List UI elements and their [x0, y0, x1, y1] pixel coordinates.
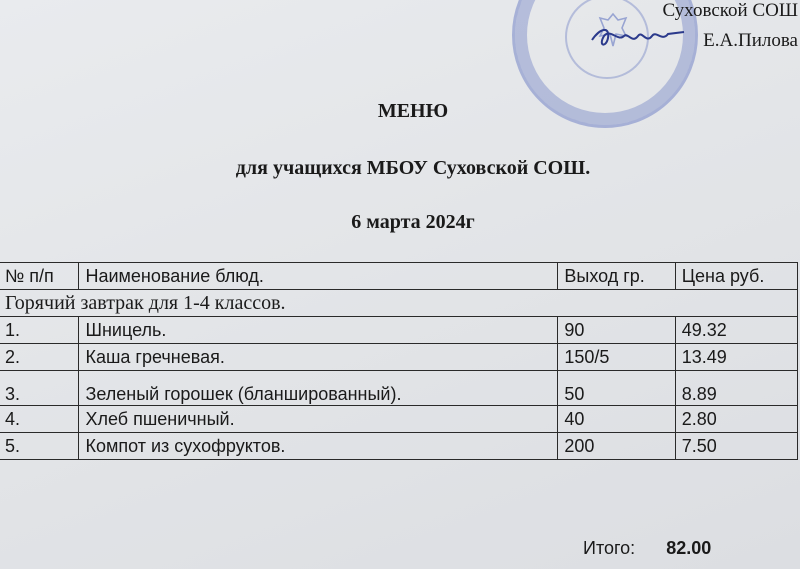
- header-dish: Наименование блюд.: [79, 263, 558, 290]
- row-price: 8.89: [675, 371, 797, 406]
- row-dish: Зеленый горошек (бланшированный).: [79, 371, 558, 406]
- table-row: [0, 344, 798, 371]
- row-weight: 200: [558, 433, 675, 460]
- row-dish: Шницель.: [79, 317, 558, 344]
- row-dish: Хлеб пшеничный.: [79, 406, 558, 433]
- menu-table: [0, 262, 798, 460]
- row-dish: Компот из сухофруктов.: [79, 433, 558, 460]
- row-number: 2.: [0, 344, 79, 371]
- total-label: Итого:: [583, 538, 636, 558]
- total-line: [583, 538, 711, 559]
- row-weight: 40: [558, 406, 675, 433]
- row-weight: 90: [558, 317, 675, 344]
- header-number: № п/п: [0, 263, 79, 290]
- table-row: [0, 371, 798, 406]
- menu-subtitle: для учащихся МБОУ Суховской СОШ.: [235, 157, 591, 179]
- row-number: 4.: [0, 406, 79, 433]
- table-row: [0, 406, 798, 433]
- menu-date: 6 марта 2024г: [351, 211, 475, 233]
- row-price: 13.49: [675, 344, 797, 371]
- table-row: [0, 317, 798, 344]
- approval-director: Е.А.Пилова: [703, 30, 798, 51]
- row-number: 5.: [0, 433, 79, 460]
- row-number: 3.: [0, 371, 79, 406]
- row-price: 2.80: [675, 406, 797, 433]
- section-title: Горячий завтрак для 1-4 классов.: [0, 290, 798, 317]
- table-row: [0, 433, 798, 460]
- approval-block: [662, 0, 800, 56]
- row-price: 7.50: [675, 433, 797, 460]
- table-header-row: [0, 263, 798, 290]
- header-price: Цена руб.: [675, 263, 797, 290]
- row-price: 49.32: [675, 317, 797, 344]
- row-number: 1.: [0, 317, 79, 344]
- section-row: [0, 290, 798, 317]
- approval-school: Суховской СОШ: [662, 0, 798, 21]
- row-dish: Каша гречневая.: [79, 344, 558, 371]
- row-weight: 50: [558, 371, 675, 406]
- header-weight: Выход гр.: [558, 263, 675, 290]
- total-value: 82.00: [666, 538, 712, 558]
- menu-title: МЕНЮ: [377, 100, 449, 122]
- row-weight: 150/5: [558, 344, 675, 371]
